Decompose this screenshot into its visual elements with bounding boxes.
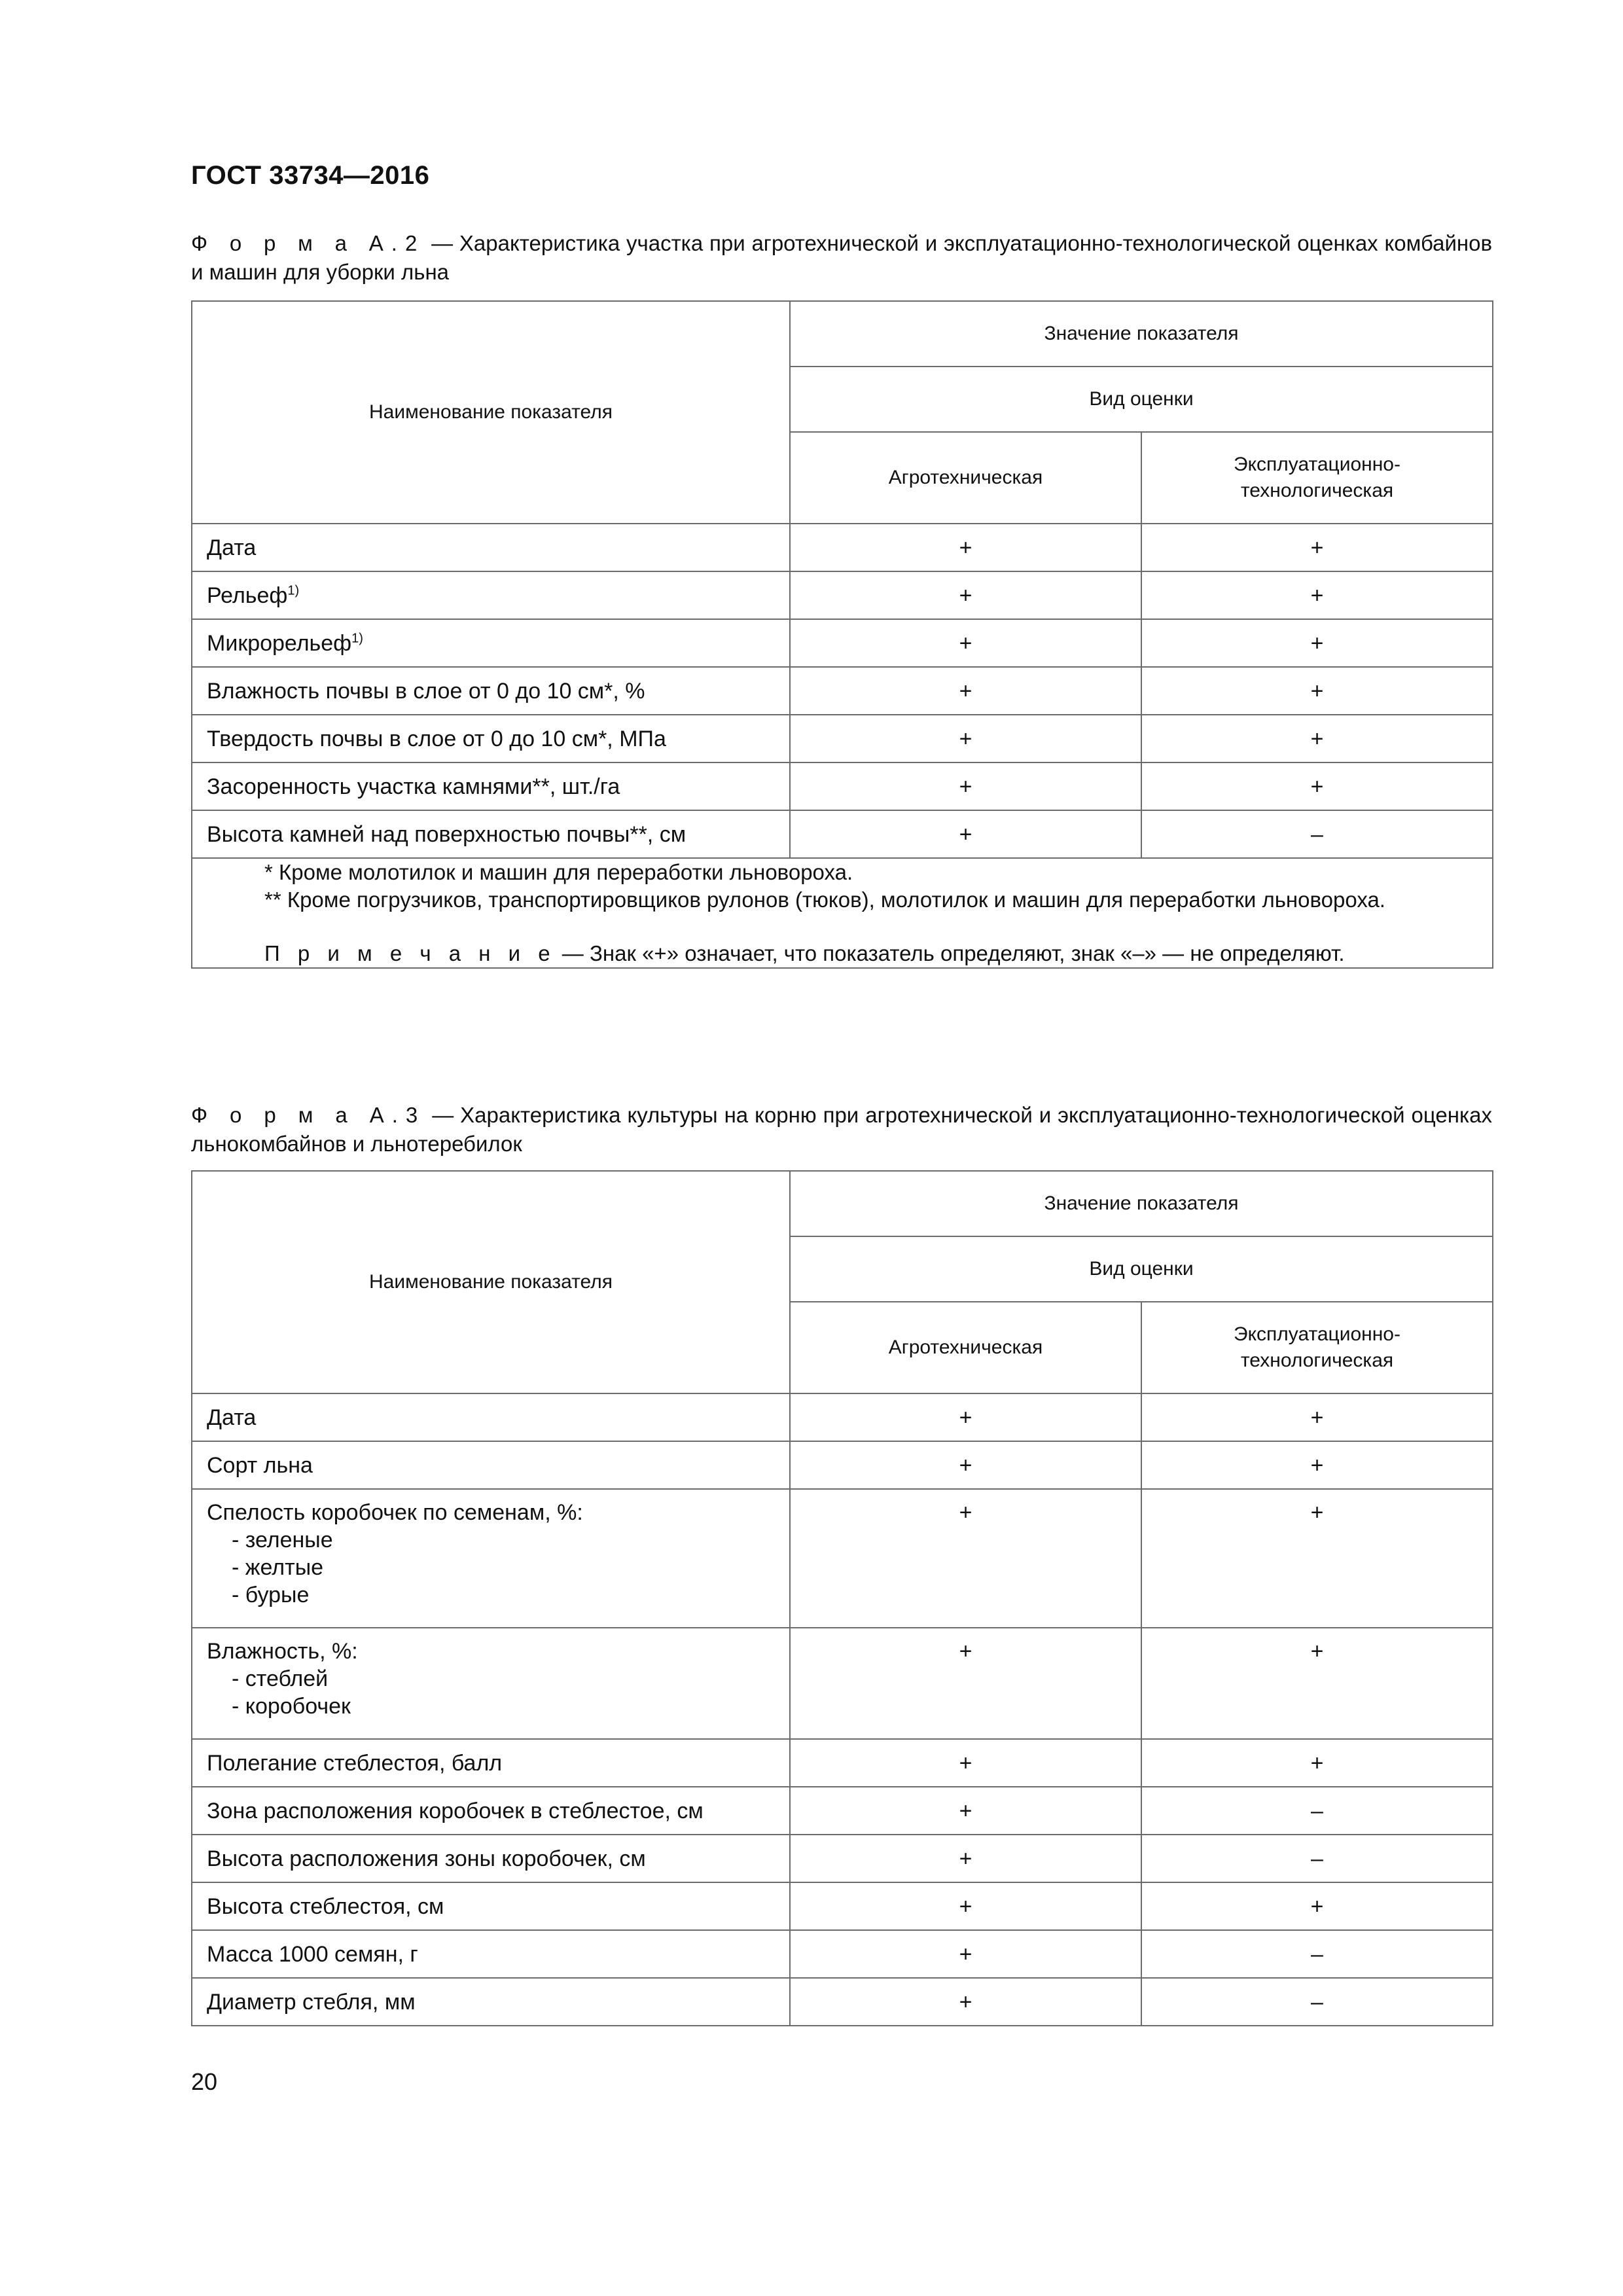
form-a2-table bbox=[191, 300, 1493, 969]
row-name-text: Сорт льна bbox=[207, 1452, 313, 1478]
table-row bbox=[192, 1978, 1493, 2026]
table-row bbox=[192, 1441, 1493, 1489]
row-agrotechnical-mark: + bbox=[790, 667, 1141, 715]
row-name-text: Зона расположения коробочек в стеблестое, см bbox=[207, 1798, 704, 1823]
header-operational bbox=[1141, 432, 1493, 524]
row-sub-item: - коробочек bbox=[232, 1694, 351, 1719]
header-assessment-type: Вид оценки bbox=[790, 1236, 1493, 1302]
table-row bbox=[192, 571, 1493, 619]
row-operational-mark: – bbox=[1141, 1835, 1493, 1882]
row-agrotechnical-mark: + bbox=[790, 1739, 1141, 1787]
table-row bbox=[192, 715, 1493, 762]
row-indicator-name bbox=[192, 810, 790, 858]
form-a3-table bbox=[191, 1170, 1493, 2026]
row-agrotechnical-mark: + bbox=[790, 619, 1141, 667]
row-name-text: Засоренность участка камнями**, шт./га bbox=[207, 774, 620, 799]
row-indicator-name bbox=[192, 762, 790, 810]
row-indicator-name bbox=[192, 619, 790, 667]
row-name-text: Дата bbox=[207, 535, 257, 560]
row-operational-mark: – bbox=[1141, 1930, 1493, 1978]
table-row bbox=[192, 762, 1493, 810]
row-agrotechnical-mark: + bbox=[790, 1978, 1141, 2026]
header-indicator-value: Значение показателя bbox=[790, 301, 1493, 367]
row-agrotechnical-mark: + bbox=[790, 1489, 1141, 1628]
table-row bbox=[192, 1628, 1493, 1739]
row-name-text: Масса 1000 семян, г bbox=[207, 1941, 418, 1967]
row-operational-mark: + bbox=[1141, 571, 1493, 619]
row-name-text: Рельеф bbox=[207, 583, 288, 608]
table-row bbox=[192, 1489, 1493, 1628]
table-row bbox=[192, 1930, 1493, 1978]
table-row bbox=[192, 810, 1493, 858]
header-indicator-name: Наименование показателя bbox=[192, 1171, 790, 1393]
row-agrotechnical-mark: + bbox=[790, 1628, 1141, 1739]
table-row bbox=[192, 1882, 1493, 1930]
table-row bbox=[192, 1787, 1493, 1835]
table-row bbox=[192, 667, 1493, 715]
table-row bbox=[192, 619, 1493, 667]
form-a2-caption bbox=[191, 229, 1492, 287]
note bbox=[207, 940, 1478, 967]
row-operational-mark: + bbox=[1141, 715, 1493, 762]
row-name-text: Диаметр стебля, мм bbox=[207, 1989, 416, 2015]
row-agrotechnical-mark: + bbox=[790, 1882, 1141, 1930]
table-row bbox=[192, 524, 1493, 571]
header-operational-line2: технологическая bbox=[1240, 480, 1394, 501]
row-name-text: Высота камней над поверхностью почвы**, см bbox=[207, 821, 687, 847]
row-indicator-name bbox=[192, 524, 790, 571]
table-row bbox=[192, 1393, 1493, 1441]
row-indicator-name bbox=[192, 1441, 790, 1489]
row-agrotechnical-mark: + bbox=[790, 762, 1141, 810]
row-indicator-name bbox=[192, 667, 790, 715]
row-operational-mark: + bbox=[1141, 1441, 1493, 1489]
header-agrotechnical: Агротехническая bbox=[790, 432, 1141, 524]
row-name-text: Спелость коробочек по семенам, %: bbox=[207, 1500, 583, 1525]
table-row bbox=[192, 1835, 1493, 1882]
row-indicator-name bbox=[192, 1739, 790, 1787]
row-operational-mark: + bbox=[1141, 1739, 1493, 1787]
form-a3-title: — Характеристика культуры на корню при агротехнической и эксплуатационно-технологической оценках льнокомбайнов и льнотеребилок bbox=[191, 1103, 1492, 1156]
document-code: ГОСТ 33734—2016 bbox=[191, 161, 430, 190]
row-operational-mark: + bbox=[1141, 667, 1493, 715]
row-sub-item: - желтые bbox=[232, 1555, 324, 1580]
row-sub-item: - стеблей bbox=[232, 1666, 329, 1691]
row-agrotechnical-mark: + bbox=[790, 1835, 1141, 1882]
row-indicator-name bbox=[192, 1787, 790, 1835]
form-a3-label: Ф о р м а А.3 bbox=[191, 1103, 426, 1127]
page-number: 20 bbox=[191, 2068, 218, 2095]
header-operational-line1: Эксплуатационно- bbox=[1234, 454, 1400, 475]
row-operational-mark: + bbox=[1141, 762, 1493, 810]
row-agrotechnical-mark: + bbox=[790, 715, 1141, 762]
row-operational-mark: – bbox=[1141, 810, 1493, 858]
row-operational-mark: + bbox=[1141, 1882, 1493, 1930]
row-name-text: Полегание стеблестоя, балл bbox=[207, 1750, 503, 1776]
row-operational-mark: + bbox=[1141, 1628, 1493, 1739]
form-a2-label: Ф о р м а А.2 bbox=[191, 231, 425, 255]
row-name-text: Микрорельеф bbox=[207, 630, 352, 656]
form-a3-caption bbox=[191, 1101, 1492, 1158]
row-agrotechnical-mark: + bbox=[790, 571, 1141, 619]
header-agrotechnical: Агротехническая bbox=[790, 1302, 1141, 1393]
form-a2-footnotes bbox=[192, 858, 1493, 968]
row-agrotechnical-mark: + bbox=[790, 810, 1141, 858]
row-operational-mark: + bbox=[1141, 1489, 1493, 1628]
row-sub-item: - бурые bbox=[232, 1583, 310, 1607]
header-operational-line2: технологическая bbox=[1240, 1350, 1394, 1371]
row-operational-mark: + bbox=[1141, 619, 1493, 667]
header-operational-line1: Эксплуатационно- bbox=[1234, 1323, 1400, 1345]
row-name-text: Твердость почвы в слое от 0 до 10 см*, МПа bbox=[207, 726, 666, 751]
footnote-marker: 1) bbox=[351, 631, 363, 646]
header-assessment-type: Вид оценки bbox=[790, 367, 1493, 432]
row-name-text: Высота стеблестоя, см bbox=[207, 1893, 444, 1919]
row-agrotechnical-mark: + bbox=[790, 1787, 1141, 1835]
row-agrotechnical-mark: + bbox=[790, 1393, 1141, 1441]
header-operational bbox=[1141, 1302, 1493, 1393]
row-agrotechnical-mark: + bbox=[790, 1441, 1141, 1489]
footnote-1: * Кроме молотилок и машин для переработки льновороха. bbox=[264, 860, 853, 884]
row-indicator-name bbox=[192, 1628, 790, 1739]
row-indicator-name bbox=[192, 1393, 790, 1441]
footnote-2: ** Кроме погрузчиков, транспортировщиков рулонов (тюков), молотилок и машин для переработки льновороха. bbox=[264, 888, 1385, 912]
row-operational-mark: – bbox=[1141, 1978, 1493, 2026]
row-operational-mark: – bbox=[1141, 1787, 1493, 1835]
row-name-text: Высота расположения зоны коробочек, см bbox=[207, 1846, 646, 1871]
table-row bbox=[192, 1739, 1493, 1787]
row-name-text: Влажность почвы в слое от 0 до 10 см*, % bbox=[207, 678, 645, 704]
form-a2-title: — Характеристика участка при агротехнической и эксплуатационно-технологической оценках комбайнов и машин для уборки льна bbox=[191, 231, 1492, 284]
row-sub-item: - зеленые bbox=[232, 1528, 333, 1552]
row-operational-mark: + bbox=[1141, 1393, 1493, 1441]
footnote-marker: 1) bbox=[287, 583, 300, 598]
row-indicator-name bbox=[192, 1882, 790, 1930]
row-name-text: Влажность, %: bbox=[207, 1639, 358, 1664]
row-name-text: Дата bbox=[207, 1405, 257, 1430]
row-indicator-name bbox=[192, 715, 790, 762]
row-indicator-name bbox=[192, 1835, 790, 1882]
row-agrotechnical-mark: + bbox=[790, 1930, 1141, 1978]
row-indicator-name bbox=[192, 1978, 790, 2026]
note-label: П р и м е ч а н и е bbox=[264, 941, 556, 965]
row-operational-mark: + bbox=[1141, 524, 1493, 571]
row-indicator-name bbox=[192, 1489, 790, 1628]
note-text: — Знак «+» означает, что показатель определяют, знак «–» — не определяют. bbox=[556, 941, 1345, 965]
row-indicator-name bbox=[192, 1930, 790, 1978]
row-indicator-name bbox=[192, 571, 790, 619]
header-indicator-name: Наименование показателя bbox=[192, 301, 790, 524]
row-agrotechnical-mark: + bbox=[790, 524, 1141, 571]
header-indicator-value: Значение показателя bbox=[790, 1171, 1493, 1236]
